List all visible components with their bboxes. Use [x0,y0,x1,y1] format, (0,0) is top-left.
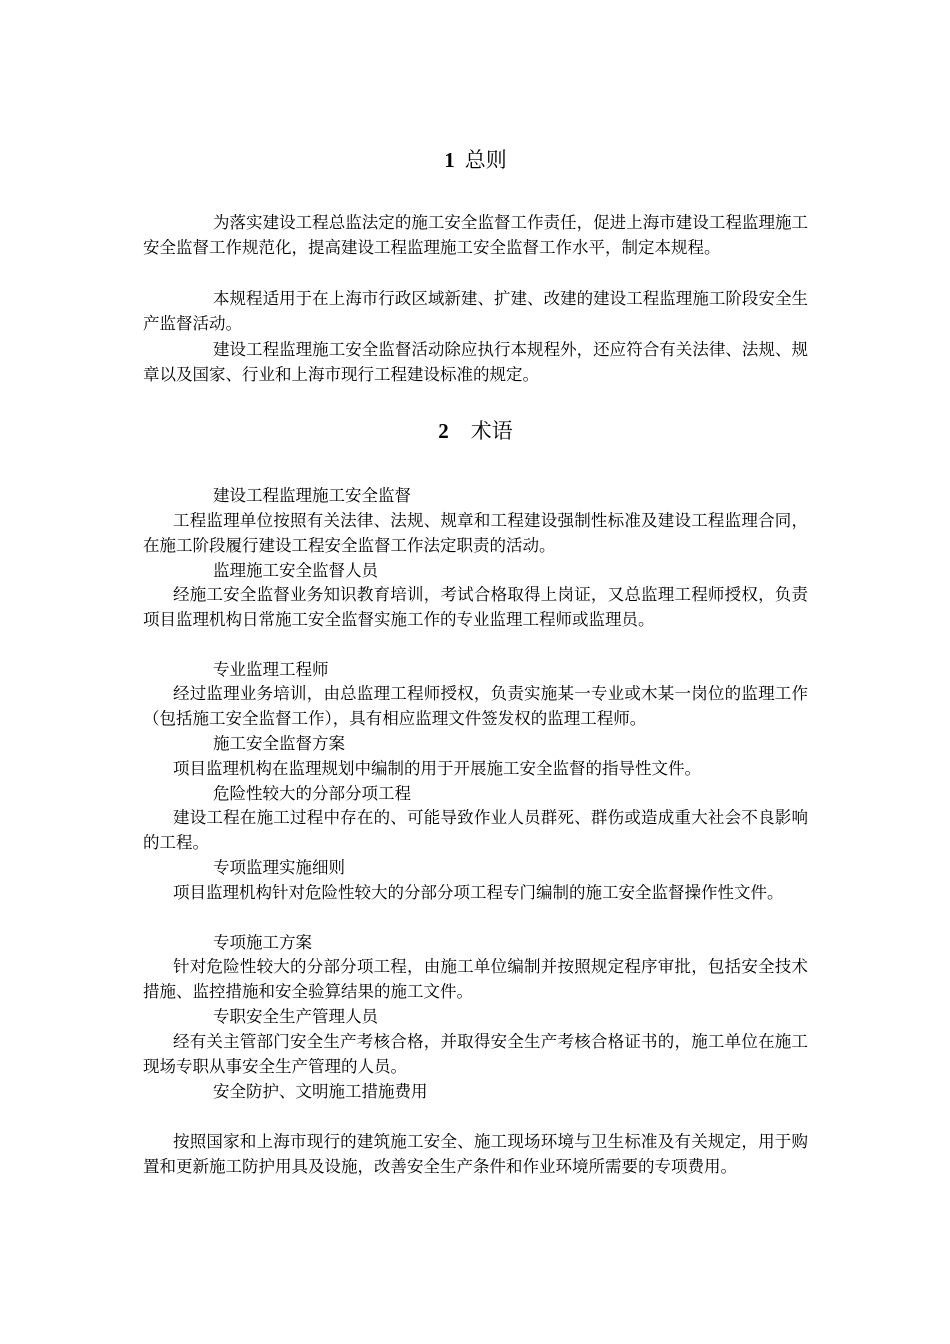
term-title: 专职安全生产管理人员 [213,1007,378,1026]
section-1-paragraph: 建设工程监理施工安全监督活动除应执行本规程外，还应符合有关法律、法规、规章以及国家、行业和上海市现行工程建设标准的规定。 [143,340,808,384]
term-definition: 项目监理机构针对危险性较大的分部分项工程专门编制的施工安全监督操作性文件。 [173,883,784,902]
term-definition: 按照国家和上海市现行的建筑施工安全、施工现场环境与卫生标准及有关规定，用于购置和更新施工防护用具及设施，改善安全生产条件和作业环境所需要的专项费用。 [143,1132,808,1176]
term-definition: 项目监理机构在监理规划中编制的用于开展施工安全监督的指导性文件。 [173,759,701,778]
term-title: 安全防护、文明施工措施费用 [213,1082,428,1101]
section-1-heading [143,147,808,173]
term-title: 专项施工方案 [213,933,312,952]
term-title: 危险性较大的分部分项工程 [213,784,411,803]
term-title: 施工安全监督方案 [213,734,345,753]
section-1-title: 总则 [464,148,507,172]
term-title: 专业监理工程师 [213,660,329,679]
term-definition: 经过监理业务培训，由总监理工程师授权，负责实施某一专业或木某一岗位的监理工作（包括施工安全监督工作），具有相应监理文件签发权的监理工程师。 [143,684,808,728]
term-definition: 经施工安全监督业务知识教育培训，考试合格取得上岗证，又总监理工程师授权，负责项目监理机构日常施工安全监督实施工作的专业监理工程师或监理员。 [143,585,808,629]
section-2-heading [143,418,808,444]
term-title: 专项监理实施细则 [213,858,345,877]
section-1-paragraph: 为落实建设工程总监法定的施工安全监督工作责任，促进上海市建设工程监理施工安全监督工作规范化，提高建设工程监理施工安全监督工作水平，制定本规程。 [143,213,808,257]
section-2-title: 术语 [470,419,513,443]
section-1-number: 1 [444,148,455,172]
term-title: 监理施工安全监督人员 [213,561,378,580]
term-title: 建设工程监理施工安全监督 [213,486,411,505]
term-definition: 针对危险性较大的分部分项工程，由施工单位编制并按照规定程序审批，包括安全技术措施、监控措施和安全验算结果的施工文件。 [143,957,808,1001]
term-definition: 建设工程在施工过程中存在的、可能导致作业人员群死、群伤或造成重大社会不良影响的工程。 [143,808,808,852]
term-definition: 经有关主管部门安全生产考核合格，并取得安全生产考核合格证书的，施工单位在施工现场专职从事安全生产管理的人员。 [143,1032,808,1076]
section-1-paragraph: 本规程适用于在上海市行政区域新建、扩建、改建的建设工程监理施工阶段安全生产监督活动。 [143,289,808,333]
term-definition: 工程监理单位按照有关法律、法规、规章和工程建设强制性标准及建设工程监理合同，在施工阶段履行建设工程安全监督工作法定职责的活动。 [143,511,808,555]
section-2-number: 2 [438,419,449,443]
